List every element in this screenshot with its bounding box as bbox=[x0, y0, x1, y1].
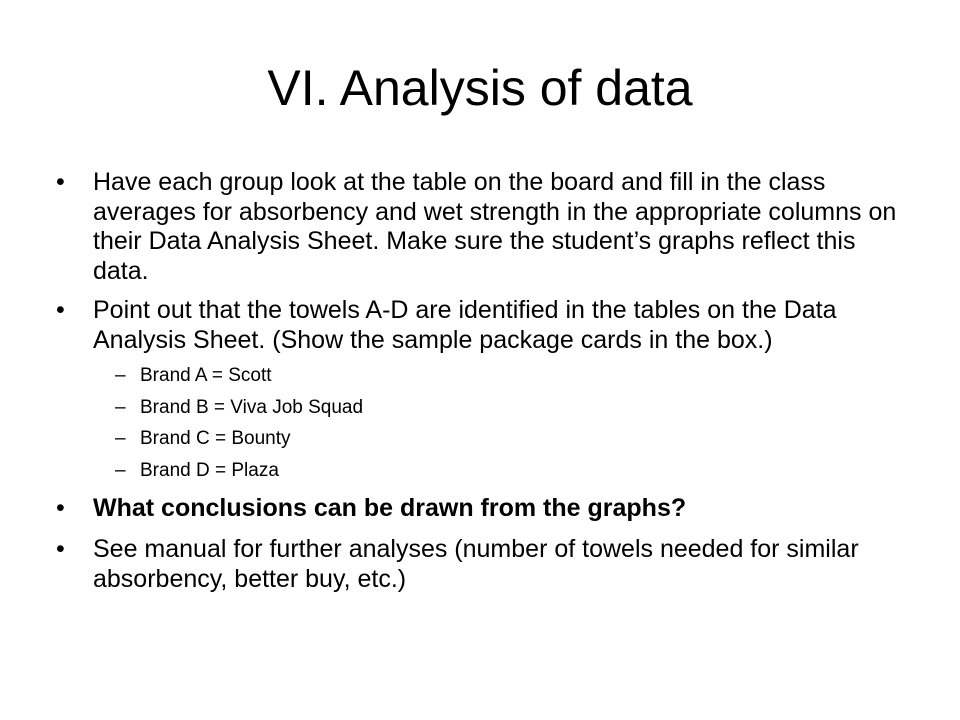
bullet-item bbox=[56, 296, 916, 355]
brand-list bbox=[115, 365, 916, 482]
brand-text: Brand A = Scott bbox=[140, 365, 272, 386]
brand-item bbox=[115, 460, 916, 482]
dash-icon: – bbox=[115, 459, 126, 481]
brand-text: Brand C = Bounty bbox=[140, 428, 291, 449]
bullet-text: What conclusions can be drawn from the graphs? bbox=[93, 493, 687, 522]
dash-icon: – bbox=[115, 365, 126, 386]
slide-body bbox=[56, 168, 916, 594]
dash-icon: – bbox=[115, 396, 126, 418]
bullet-icon: • bbox=[56, 535, 65, 563]
slide-title: VI. Analysis of data bbox=[267, 60, 693, 116]
brand-item bbox=[115, 365, 916, 387]
dash-icon: – bbox=[115, 428, 126, 449]
bullet-text: Have each group look at the table on the board and fill in the class averages for absorbency and wet strength in the appropriate columns on their Data Analysis Sheet. Make sure the student’s graphs reflect this data. bbox=[93, 168, 897, 285]
brand-text: Brand B = Viva Job Squad bbox=[140, 396, 364, 418]
brand-item bbox=[115, 397, 916, 419]
bullet-icon: • bbox=[56, 296, 65, 324]
brand-item bbox=[115, 428, 916, 450]
bullet-icon: • bbox=[56, 493, 65, 522]
bullet-item bbox=[56, 535, 916, 594]
bullet-icon: • bbox=[56, 168, 65, 196]
bullet-item-question bbox=[56, 494, 916, 524]
brand-text: Brand D = Plaza bbox=[140, 459, 279, 481]
bullet-item bbox=[56, 168, 916, 286]
bullet-text: Point out that the towels A-D are identified in the tables on the Data Analysis Sheet. (Show the sample package cards in the box.) bbox=[93, 296, 837, 354]
bullet-text: See manual for further analyses (number of towels needed for similar absorbency, better buy, etc.) bbox=[93, 535, 859, 593]
